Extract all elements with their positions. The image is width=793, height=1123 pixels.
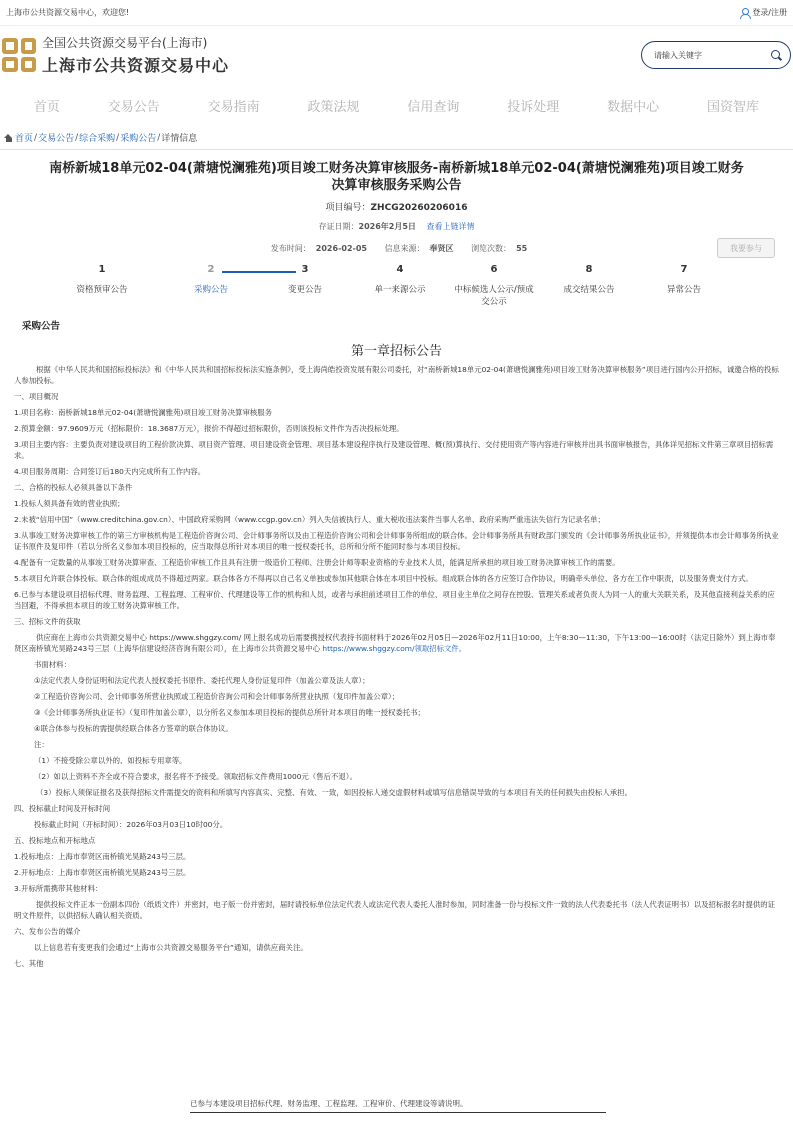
step-change[interactable]: 3 变更公告 <box>287 264 322 295</box>
center-name: 上海市公共资源交易中心 <box>42 56 230 75</box>
process-steps <box>0 264 793 318</box>
step-candidate[interactable]: 6 中标候选人公示/预成交公示 <box>454 264 534 307</box>
paragraph: （3）投标人须保证报名及获得招标文件需提交的资料和所填写内容真实、完整、有效、一致，如因投标人递交虚假材料或填写信息错误导致的与本项目有关的任何损失由投标人承担。 <box>36 788 632 797</box>
paragraph: 投标截止时间（开标时间）：2026年03月03日10时00分。 <box>34 820 228 829</box>
nav-trade-notice[interactable]: 交易公告 <box>107 99 160 115</box>
brand[interactable] <box>2 34 229 76</box>
paragraph: 4.配备有一定数量的从事竣工财务决算审查、工程造价审核工作且具有注册一级造价工程师、注册会计师等职业资格的专业技术人员，能满足所承担的项目竣工财务决算审核工作的需要。 <box>14 558 620 567</box>
nav-complaint[interactable]: 投诉处理 <box>507 99 560 115</box>
section-label: 采购公告 <box>22 321 61 332</box>
nav-policy[interactable]: 政策法规 <box>307 99 360 115</box>
platform-name: 全国公共资源交易平台(上海市) <box>42 36 208 50</box>
paragraph: 根据《中华人民共和国招标投标法》和《中华人民共和国招标投标法实施条例》，受上海尚皓投资发展有限公司委托，对“南桥新城18单元02-04(萧塘悦澜雅苑)项目竣工财务决算审核服务”项目进行国内公开招标，诚邀合格的投标人参加投标。 <box>14 365 779 385</box>
step-single-source[interactable]: 4 单一来源公示 <box>374 264 426 295</box>
paragraph: 6.已参与本建设项目招标代理、财务监理、工程监理、工程审价、代理建设等工作的机构和人员，或者与承担前述项目工作的单位、项目业主单位之间存在控股、管理关系或者负责人为同一人的重大关联关系，及其他直接利益关系的应当回避，不得承担本项目的竣工财务决算审核工作。 <box>14 590 775 610</box>
chapter-title: 第一章招标公告 <box>350 344 442 359</box>
breadcrumb: 首页 / 交易公告 / 综合采购 / 采购公告 / 详情信息 <box>0 126 793 150</box>
site-header <box>0 26 793 84</box>
paragraph: 1.投标地点：上海市奉贤区南桥镇光昊路243号三层。 <box>14 852 191 861</box>
paragraph: 5.本项目允许联合体投标。联合体的组成成员不得超过两家。联合体各方不得再以自己名义单独或参加其他联合体在本项目中投标。组成联合体的各方应签订合作协议，明确牵头单位、各方在工作中职责，以及服务费支付方式。 <box>14 574 753 583</box>
login-link[interactable] <box>740 7 787 18</box>
crumb-purchase-notice[interactable]: 采购公告 <box>120 134 157 144</box>
nav-home[interactable]: 首页 <box>33 99 60 115</box>
step-purchase-notice[interactable]: 2 采购公告 <box>193 264 228 295</box>
crumb-home[interactable]: 首页 <box>15 134 34 144</box>
heading: 六、发布公告的媒介 <box>14 927 81 936</box>
user-icon <box>740 8 749 18</box>
paragraph: ④联合体参与投标的需提供经联合体各方签章的联合体协议。 <box>34 724 233 733</box>
paragraph: ③《会计师事务所执业证书》（复印件加盖公章），以分所名义参加本项目投标的提供总所针对本项目的唯一授权委托书； <box>34 708 425 717</box>
step-result[interactable]: 8 成交结果公告 <box>563 264 615 295</box>
paragraph: 2.开标地点：上海市奉贤区南桥镇光昊路243号三层。 <box>14 868 191 877</box>
heading: 五、投标地点和开标地点 <box>14 836 96 845</box>
heading: 四、投标截止时间及开标时间 <box>14 804 111 813</box>
paragraph: 提供投标文件正本一份副本四份（纸质文件）并密封，电子版一份并密封，届时请投标单位法定代表人或法定代表人委托人准时参加，同时准备一份与投标文件一致的法人代表委托书（法人代表证明书）以及招标报名时提供的证明文件原件，以供招标人确认相关资质。 <box>14 900 776 920</box>
heading: 一、项目概况 <box>14 392 59 401</box>
paragraph: ②工程造价咨询公司、会计师事务所营业执照或工程造价咨询公司和会计师事务所营业执照（复印件加盖公章）； <box>34 692 400 701</box>
paragraph: 2.预算金额：97.9609万元（招标限价：18.3687万元），报价不得超过招标限价，否则该投标文件作为否决投标处理。 <box>14 424 404 433</box>
welcome-text: 上海市公共资源交易中心，欢迎您! <box>6 8 130 17</box>
paragraph: 2.未被“信用中国”（www.creditchina.gov.cn）、中国政府采购网（www.ccgp.gov.cn）列入失信被执行人、重大税收违法案件当事人名单、政府采购严重违法失信行为记录名单； <box>14 515 605 524</box>
crumb-trade-notice[interactable]: 交易公告 <box>38 134 75 144</box>
search-box <box>641 41 791 69</box>
nav-trade-guide[interactable]: 交易指南 <box>207 99 260 115</box>
paragraph: 1.投标人须具备有效的营业执照； <box>14 499 125 508</box>
footer-note: 已参与本建设项目招标代理、财务监理、工程监理、工程审价、代理建设等请说明。 <box>190 1098 606 1113</box>
heading: 三、招标文件的获取 <box>14 617 81 626</box>
step-prequal[interactable]: 1 资格预审公告 <box>76 264 128 295</box>
top-bar <box>0 0 793 26</box>
paragraph: （2）如以上资料不齐全或不符合要求，报名将不予接受。领取招标文件费用1000元（售后不退）。 <box>34 772 357 781</box>
paragraph: 3.开标所需携带其他材料： <box>14 884 103 893</box>
paragraph: 书面材料： <box>34 660 71 669</box>
paragraph: （1）不接受除公章以外的、如投标专用章等。 <box>34 756 187 765</box>
login-label[interactable]: 登录/注册 <box>752 8 787 17</box>
shggzy-link[interactable]: https://www.shggzy.com/领取招标文件。 <box>322 644 467 653</box>
paragraph: 1.项目名称：南桥新城18单元02-04(萧塘悦澜雅苑)项目竣工财务决算审核服务 <box>14 408 273 417</box>
notice-title: 南桥新城18单元02-04(萧塘悦澜雅苑)项目竣工财务决算审核服务-南桥新城18单元02-04(萧塘悦澜雅苑)项目竣工财务决算审核服务采购公告 <box>49 161 744 193</box>
search-icon[interactable] <box>771 50 782 61</box>
paragraph: 注： <box>34 740 49 749</box>
notice-body <box>0 364 793 969</box>
paragraph: 3.从事竣工财务决算审核工作的第三方审核机构是工程造价咨询公司、会计师事务所以及由工程造价咨询公司和会计师事务所组成的联合体。会计师事务所具有财政部门颁发的《会计师事务所执业证书》，并须提供本市会计师事务所执业证书原件及复印件（若以分所名义参加本项目投标的，应当取得总所针对本项目的唯一授权委托书，总所和分所不能同时参与本项目投标。 <box>14 531 779 551</box>
nav-data-center[interactable]: 数据中心 <box>607 99 660 115</box>
heading: 二、合格的投标人必须具备以下条件 <box>14 483 133 492</box>
main-nav <box>0 84 793 126</box>
heading: 七、其他 <box>14 959 44 968</box>
paragraph: ①法定代表人身份证明和法定代表人授权委托书原件、委托代理人身份证复印件（加盖公章及法人章）； <box>34 676 370 685</box>
deposit-info: 存证日期：2026年2月5日 查看上链详情 <box>318 222 475 231</box>
home-icon <box>4 134 13 142</box>
nav-credit[interactable]: 信用查询 <box>407 99 460 115</box>
search-input[interactable] <box>654 51 754 60</box>
paragraph: 以上信息若有变更我们会通过“上海市公共资源交易服务平台”通知，请供应商关注。 <box>34 943 308 952</box>
nav-think-tank[interactable]: 国资智库 <box>707 99 760 115</box>
paragraph: 4.项目服务周期：合同签订后180天内完成所有工作内容。 <box>14 467 206 476</box>
crumb-detail: 详情信息 <box>161 134 198 144</box>
chain-detail-link[interactable]: 查看上链详情 <box>426 222 475 231</box>
crumb-procurement[interactable]: 综合采购 <box>79 134 116 144</box>
logo-icon <box>2 38 36 72</box>
publish-meta: 发布时间： 2026-02-05 信息来源： 奉贤区 浏览次数： 55 <box>270 244 528 253</box>
step-abnormal[interactable]: 7 异常公告 <box>666 264 701 295</box>
join-button[interactable]: 我要参与 <box>717 238 775 258</box>
paragraph: 3.项目主要内容：主要负责对建设项目的工程价款决算、项目资产管理、项目建设资金管理、项目基本建设程序执行及建设管理、概(预)算执行、交付使用资产等内容进行审核并出具书面审核报告，具体详见招标文件第三章项目招标需求。 <box>14 440 774 460</box>
paragraph: 供应商在上海市公共资源交易中心 https://www.shggzy.com/ 网上报名成功后需要携授权代表持书面材料于2026年02月05日—2026年02月11日10:00，上午8:30—11:30，下午13:00—16:00时（法定日除外）到上海市奉贤区南桥镇光昊路243号三层（上海华信建设经济咨询有限公司），在上海市公共资源交易中心 https://www.shggzy.com/领取招标文件。 <box>14 633 776 653</box>
project-number: 项目编号：ZHCG20260206016 <box>325 203 468 213</box>
